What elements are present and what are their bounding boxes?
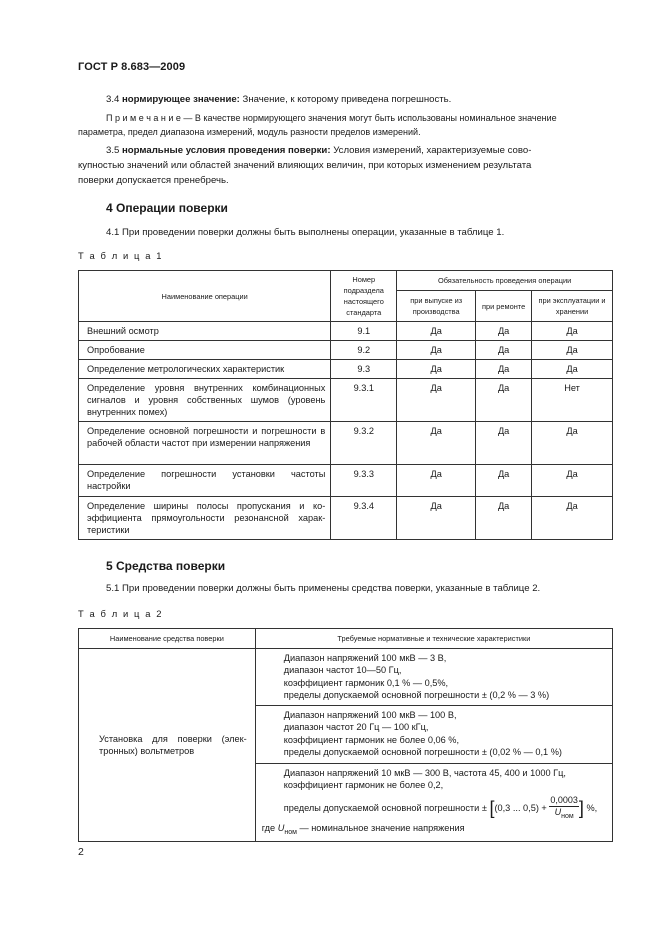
operation-name: Определение метрологических характеристик (79, 360, 331, 379)
clause-text: Значение, к которому приведена погрешность. (239, 94, 452, 105)
value-operation: Да (532, 322, 613, 341)
table-row (79, 422, 613, 465)
section-number: 9.2 (331, 341, 397, 360)
value-operation: Да (532, 465, 613, 497)
req-line: Диапазон напряжений 100 мкВ — 100 В, (283, 710, 457, 720)
fraction-numerator: 0,0003 (550, 794, 578, 805)
value-production: Да (397, 322, 476, 341)
value-production: Да (397, 465, 476, 497)
value-production: Да (397, 360, 476, 379)
value-repair: Да (476, 422, 532, 465)
bracket-close-icon: ] (578, 798, 584, 819)
note-line-2: параметра, предел диапазона измерений, модуль разности пределов измерений. (78, 127, 421, 137)
value-operation: Да (532, 341, 613, 360)
value-repair: Да (476, 360, 532, 379)
value-operation: Да (532, 497, 613, 540)
operation-name: Определение основной погрешности и погрешности в рабочей области частот при измерении напряжения (79, 422, 331, 465)
req-line: диапазон частот 10—50 Гц, (283, 665, 402, 676)
table-2 (78, 628, 613, 842)
section-number: 9.3.1 (331, 379, 397, 422)
req-line: Диапазон напряжений 10 мкВ — 300 В, частота 45, 400 и 1000 Гц, (283, 768, 566, 778)
table-1 (78, 270, 613, 540)
value-operation: Нет (532, 379, 613, 422)
operation-name: Определение ширины полосы пропускания и коэффициента прямоугольности резонансной характеристики (79, 497, 331, 540)
clause-3-4 (106, 92, 451, 108)
table-1-caption: Т а б л и ц а 1 (78, 250, 164, 261)
req-line: пределы допускаемой основной погрешности ± (0,2 % — 3 %) (283, 690, 550, 701)
value-repair: Да (476, 497, 532, 540)
fraction-denominator (549, 807, 579, 822)
table-row (79, 360, 613, 379)
table-row (79, 379, 613, 422)
value-operation: Да (532, 360, 613, 379)
table-row (79, 497, 613, 540)
clause-number: 3.5 (106, 145, 120, 156)
formula-explanation (262, 822, 606, 839)
value-repair: Да (476, 341, 532, 360)
section-number: 9.1 (331, 322, 397, 341)
table-row (79, 341, 613, 360)
clause-3-5-line-3: поверки допускается пренебречь. (78, 175, 229, 186)
requirements-block-1 (255, 649, 612, 706)
requirements-block-2 (255, 706, 612, 764)
bracket-open-icon: [ (489, 798, 495, 819)
operation-name: Определение уровня внутренних комбинационных сигналов и уровня собственных шумов (уровень внутренних помех) (79, 379, 331, 422)
symbol-u: U (554, 806, 562, 817)
header-section-number: Номер подраздела настоящего стандарта (331, 271, 397, 322)
clause-number: 3.4 (106, 94, 120, 105)
clause-5-1: 5.1 При проведении поверки должны быть применены средства поверки, указанные в таблице 2. (106, 583, 541, 594)
subscript: ном (284, 828, 297, 836)
table-row (79, 465, 613, 497)
clause-3-5 (106, 143, 531, 159)
formula-suffix: %, (586, 802, 598, 813)
clause-text: Условия измерений, характеризуемые сово- (330, 145, 532, 156)
req-line: диапазон частот 20 Гц — 100 кГц, (283, 722, 429, 733)
value-production: Да (397, 379, 476, 422)
value-operation: Да (532, 422, 613, 465)
requirements-block-3 (255, 764, 612, 842)
section-4-title: 4 Операции поверки (106, 201, 228, 215)
section-number: 9.3.3 (331, 465, 397, 497)
header-production: при выпуске из производства (397, 291, 476, 322)
section-number: 9.3.4 (331, 497, 397, 540)
header-device-name: Наименование средства поверки (79, 629, 256, 649)
header-operation-storage: при эксплуатации и хранении (532, 291, 613, 322)
document-header: ГОСТ Р 8.683—2009 (78, 61, 186, 73)
subscript: ном (561, 812, 574, 820)
note-line-1: — В качестве нормирующего значения могут быть использованы номинальное значение (180, 113, 557, 123)
req-line: коэффициент гармоник не более 0,06 %, (283, 734, 460, 745)
req-line: коэффициент гармоник не более 0,2, (283, 780, 444, 791)
formula-fraction (549, 795, 579, 822)
clause-term: нормирующее значение: (122, 94, 240, 105)
operation-name: Опробование (79, 341, 331, 360)
section-number: 9.3.2 (331, 422, 397, 465)
req-line: пределы допускаемой основной погрешности ± (0,02 % — 0,1 %) (283, 747, 562, 758)
value-production: Да (397, 497, 476, 540)
operation-name: Внешний осмотр (79, 322, 331, 341)
req-line: коэффициент гармоник 0,1 % — 0,5%, (283, 677, 449, 688)
req-line: Диапазон напряжений 100 мкВ — 3 В, (283, 653, 447, 663)
value-repair: Да (476, 465, 532, 497)
formula-body: (0,3 ... 0,5) + (494, 802, 547, 813)
formula-line (284, 795, 606, 822)
value-repair: Да (476, 322, 532, 341)
header-repair: при ремонте (476, 291, 532, 322)
clause-4-1: 4.1 При проведении поверки должны быть выполнены операции, указанные в таблице 1. (106, 227, 505, 238)
header-operation-name: Наименование операции (79, 271, 331, 322)
header-obligation: Обязательность проведения операции (397, 271, 613, 291)
explanation-text: — номинальное значение напряжения (296, 822, 465, 833)
device-name: Установка для поверки (электронных) вольтметров (79, 649, 256, 842)
symbol-u: U (277, 822, 285, 833)
page-number: 2 (78, 846, 84, 858)
note-label: П р и м е ч а н и е (106, 113, 181, 123)
section-number: 9.3 (331, 360, 397, 379)
explanation-prefix: где (261, 822, 278, 833)
value-production: Да (397, 422, 476, 465)
value-repair: Да (476, 379, 532, 422)
clause-term: нормальные условия проведения поверки: (122, 145, 331, 156)
section-5-title: 5 Средства поверки (106, 559, 226, 573)
table-2-caption: Т а б л и ц а 2 (78, 608, 164, 619)
formula-prefix: пределы допускаемой основной погрешности ± (283, 802, 487, 813)
clause-3-5-line-2: купностью значений или областей значений влияющих величин, при которых изменением результата (78, 160, 532, 171)
operation-name: Определение погрешности установки частоты настройки (79, 465, 331, 497)
value-production: Да (397, 341, 476, 360)
table-row (79, 322, 613, 341)
header-requirements: Требуемые нормативные и технические характеристики (255, 629, 612, 649)
